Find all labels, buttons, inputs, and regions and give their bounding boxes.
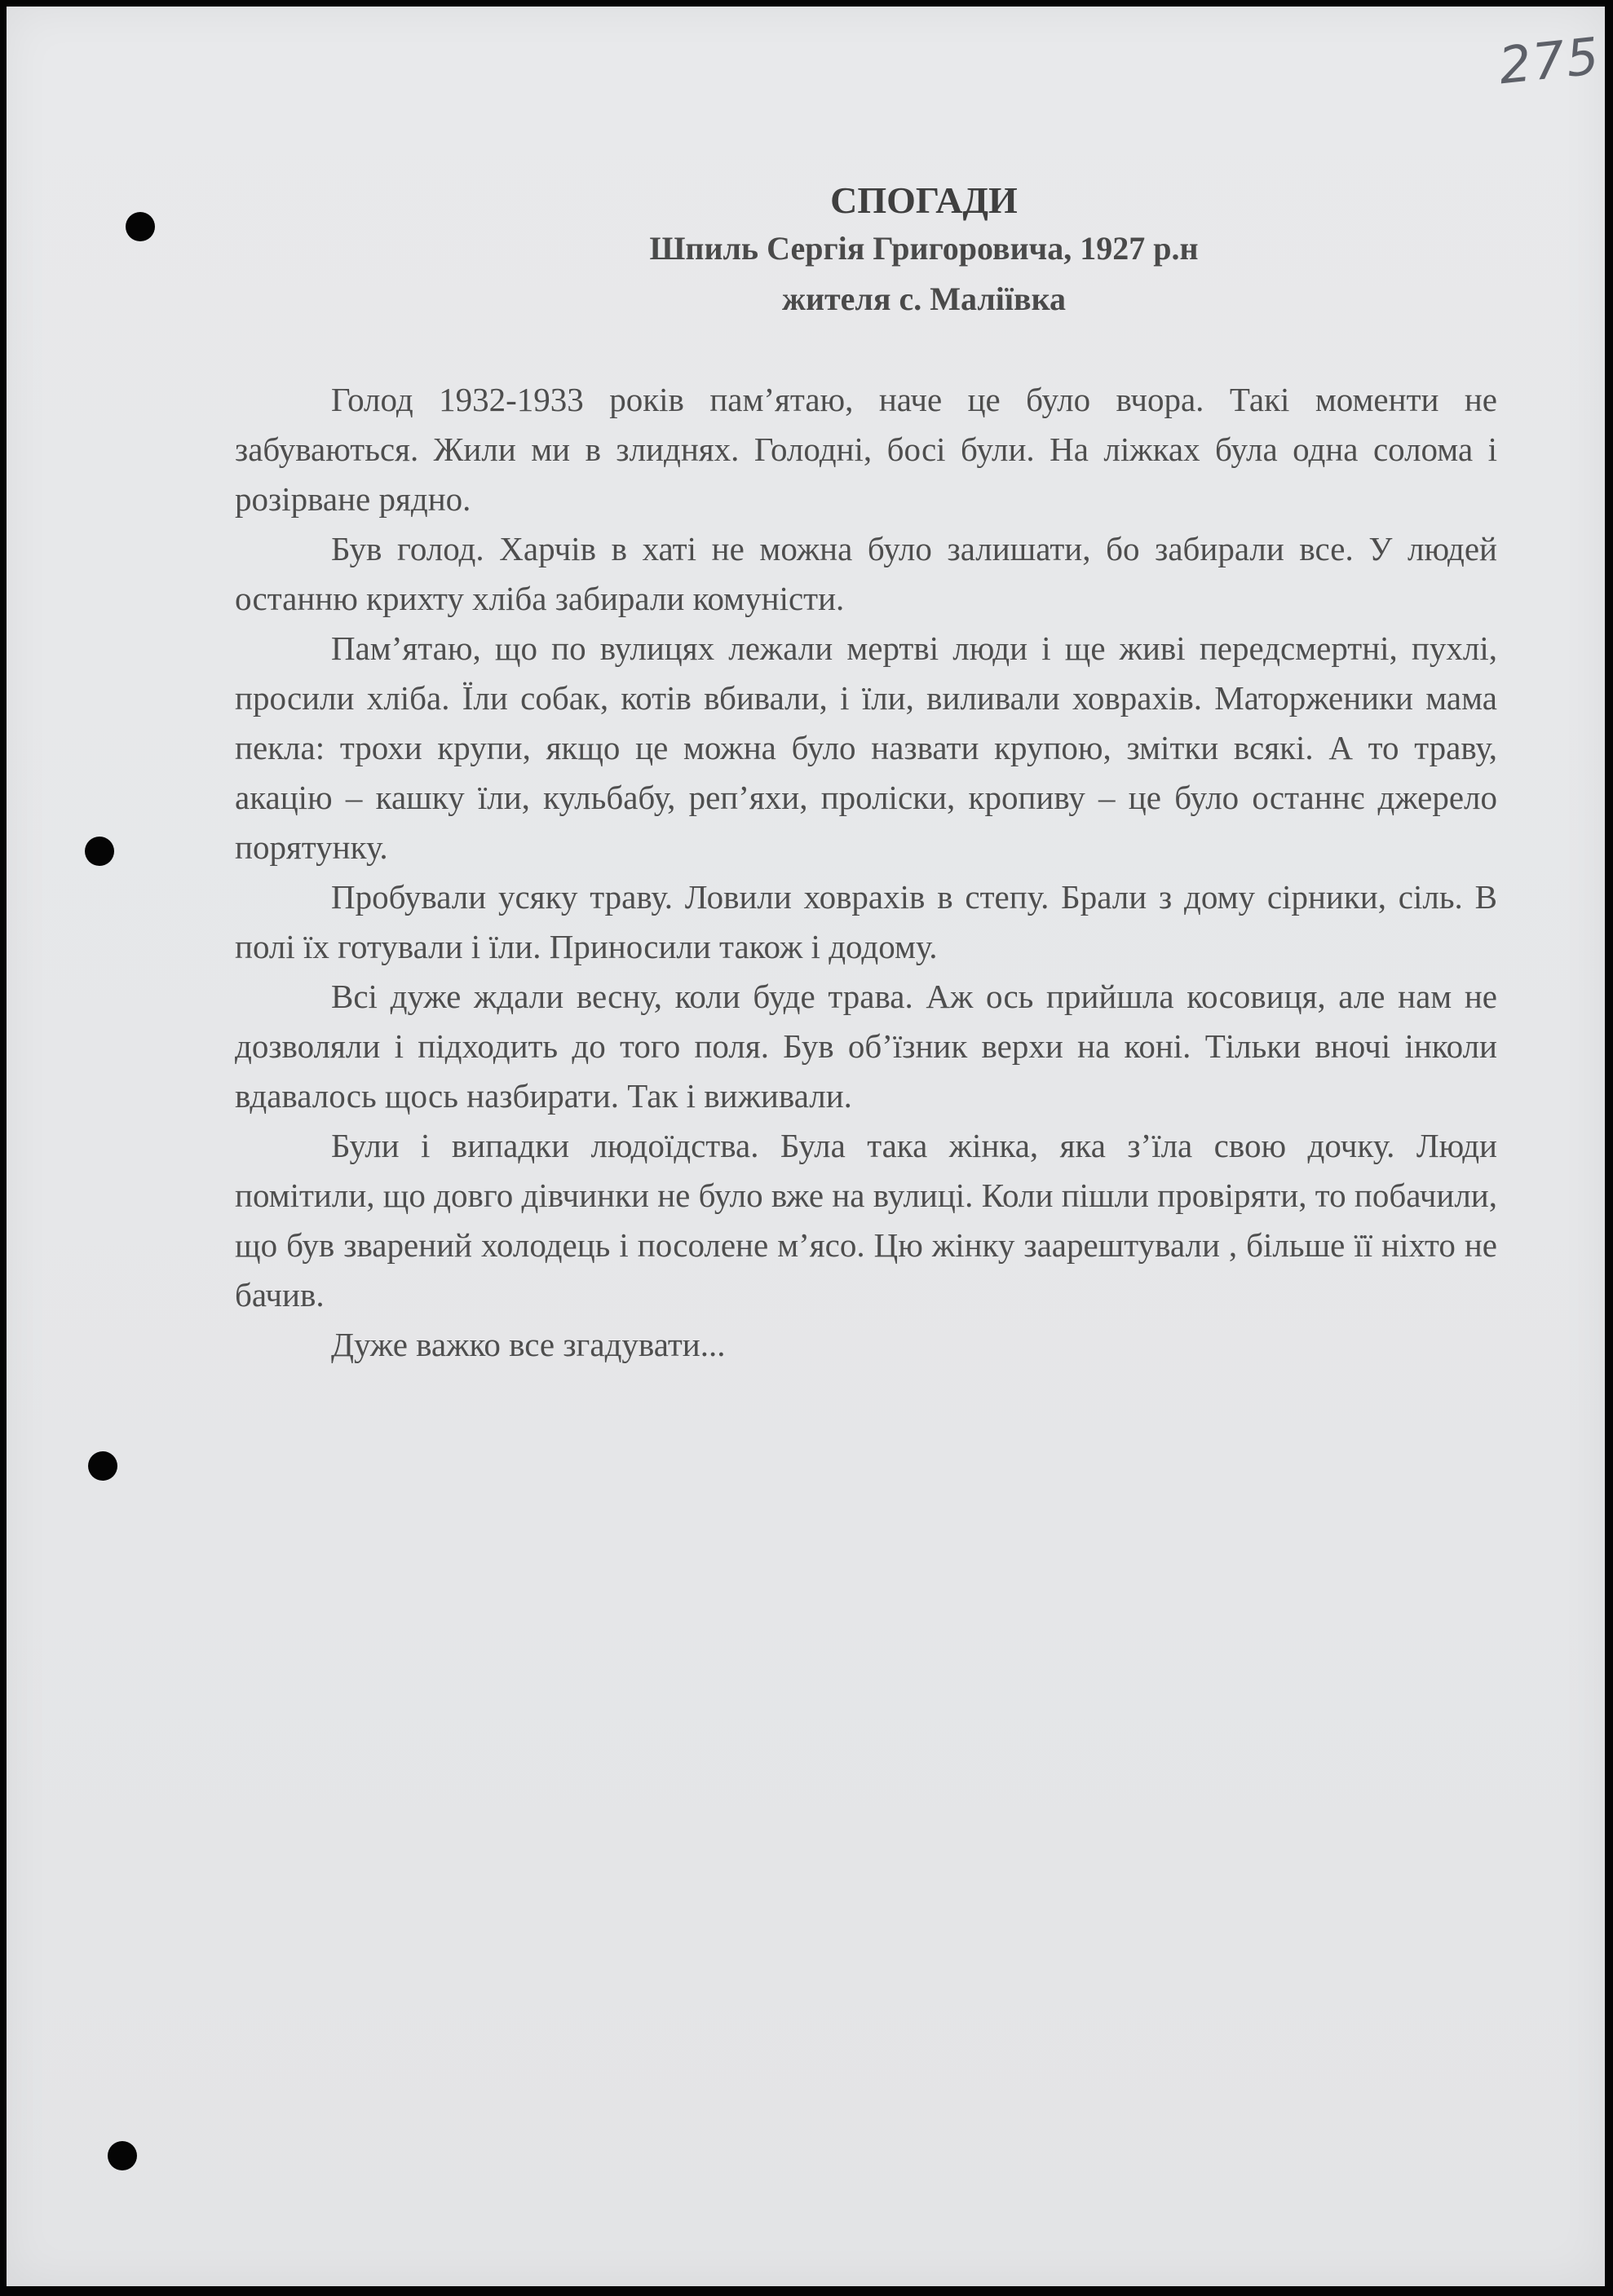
- paragraph: Пробували усяку траву. Ловили ховрахів в степу. Брали з дому сірники, сіль. В полі їх готували і їли. Приносили також і додому.: [235, 878, 1497, 965]
- paragraph: Був голод. Харчів в хаті не можна було залишати, бо забирали все. У людей останню крихту хліба забирали комуністи.: [235, 530, 1497, 617]
- title-block: [7, 178, 1605, 325]
- handwritten-page-number: 275: [1496, 25, 1603, 96]
- document-subtitle-author: Шпиль Сергія Григоровича, 1927 р.н: [649, 230, 1199, 267]
- paragraph: Всі дуже ждали весну, коли буде трава. Аж ось прийшла косовиця, але нам не дозволяли і підходить до того поля. Був об’їзник верхи на коні. Тільки вночі інколи вдавалось щось назбирати. Так і виживали.: [235, 978, 1497, 1115]
- punch-hole-3: [88, 1451, 117, 1481]
- document-title: СПОГАДИ: [830, 179, 1018, 221]
- paragraph: Голод 1932-1933 років пам’ятаю, наче це було вчора. Такі моменти не забуваються. Жили ми в злиднях. Голодні, босі були. На ліжках була одна солома і розірване рядно.: [235, 381, 1497, 518]
- punch-hole-2: [85, 837, 114, 866]
- paragraph: Дуже важко все згадувати...: [331, 1326, 726, 1363]
- document-page: [7, 7, 1605, 2286]
- document-body: [235, 375, 1497, 1370]
- punch-hole-4: [108, 2141, 137, 2170]
- paragraph: Були і випадки людоїдства. Була така жінка, яка з’їла свою дочку. Люди помітили, що довго дівчинки не було вже на вулиці. Коли пішли провіряти, то побачили, що був зварений холодець і посолене м’ясо. Цю жінку заарештували , більше її ніхто не бачив.: [235, 1127, 1497, 1314]
- paragraph: Пам’ятаю, що по вулицях лежали мертві люди і ще живі передсмертні, пухлі, просили хліба. Їли собак, котів вбивали, і їли, виливали ховрахів. Маторженики мама пекла: трохи крупи, якщо це можна було назвати крупою, змітки всякі. А то траву, акацію – кашку їли, кульбабу, реп’яхи, проліски, кропиву – це було останнє джерело порятунку.: [235, 629, 1497, 866]
- document-subtitle-village: жителя с. Маліївка: [781, 280, 1067, 317]
